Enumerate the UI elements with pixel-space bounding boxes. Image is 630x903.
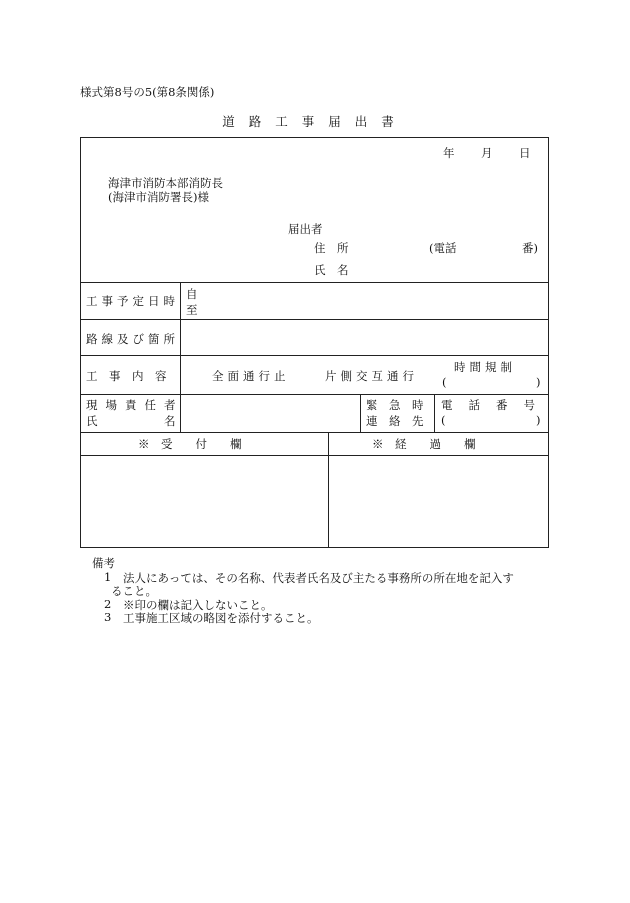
note-2-text: ※印の欄は記入しないこと。 bbox=[123, 598, 273, 612]
option-alternate-traffic: 片側交互通行 bbox=[325, 369, 418, 383]
emergency-phone-label: 電話番号 bbox=[441, 398, 551, 412]
location-label: 路線及び箇所 bbox=[86, 332, 179, 346]
row-divider bbox=[81, 355, 548, 356]
row-divider bbox=[81, 432, 548, 433]
document-title: 道路工事届出書 bbox=[222, 114, 408, 129]
addressee-line1: 海津市消防本部消防長 bbox=[108, 176, 223, 190]
schedule-label: 工事予定日時 bbox=[86, 294, 179, 308]
option-full-closure: 全面通行止 bbox=[212, 369, 290, 383]
row-divider bbox=[81, 455, 548, 456]
supervisor-name-b: 名 bbox=[164, 414, 176, 428]
paren-close: ) bbox=[536, 375, 541, 389]
schedule-to: 至 bbox=[186, 303, 198, 317]
date-year: 年 bbox=[443, 146, 455, 160]
row-divider bbox=[81, 319, 548, 320]
reception-header: ※ 受 付 欄 bbox=[138, 437, 242, 451]
column-divider bbox=[328, 432, 329, 548]
note-1-continuation: ること。 bbox=[111, 584, 157, 598]
paren-open: ( bbox=[441, 413, 446, 427]
addressee-line2: (海津市消防署長)様 bbox=[108, 190, 209, 204]
date-day: 日 bbox=[519, 146, 531, 160]
note-1-text: 法人にあっては、その名称、代表者氏名及び主たる事務所の所在地を記入す bbox=[123, 571, 514, 585]
note-3-number: 3 bbox=[104, 610, 112, 624]
column-divider bbox=[360, 394, 361, 432]
row-divider bbox=[81, 282, 548, 283]
notes-heading: 備考 bbox=[92, 556, 115, 570]
paren-close: ) bbox=[536, 413, 541, 427]
address-label: 住 所 bbox=[314, 241, 349, 255]
column-divider bbox=[434, 394, 435, 432]
emergency-label1: 緊 急 時 bbox=[366, 398, 424, 412]
row-divider bbox=[81, 394, 548, 395]
note-2-number: 2 bbox=[104, 597, 112, 611]
name-label: 氏 名 bbox=[314, 263, 349, 277]
paren-open: ( bbox=[442, 375, 447, 389]
note-1-number: 1 bbox=[104, 570, 112, 584]
supervisor-label: 現場責任者 bbox=[86, 398, 184, 412]
date-month: 月 bbox=[481, 146, 493, 160]
phone-suffix: 番) bbox=[522, 241, 538, 255]
form-number: 様式第8号の5(第8条関係) bbox=[80, 85, 215, 99]
note-3-text: 工事施工区域の略図を添付すること。 bbox=[123, 611, 319, 625]
time-restriction: 時間規制 bbox=[454, 360, 516, 374]
progress-header: ※ 経 過 欄 bbox=[372, 437, 476, 451]
phone-label: (電話 bbox=[429, 241, 457, 255]
applicant-label: 届出者 bbox=[288, 222, 323, 236]
supervisor-name-a: 氏 bbox=[86, 414, 98, 428]
schedule-from: 自 bbox=[186, 287, 198, 301]
emergency-label2: 連 絡 先 bbox=[366, 414, 424, 428]
content-label: 工 事 内 容 bbox=[86, 369, 167, 383]
